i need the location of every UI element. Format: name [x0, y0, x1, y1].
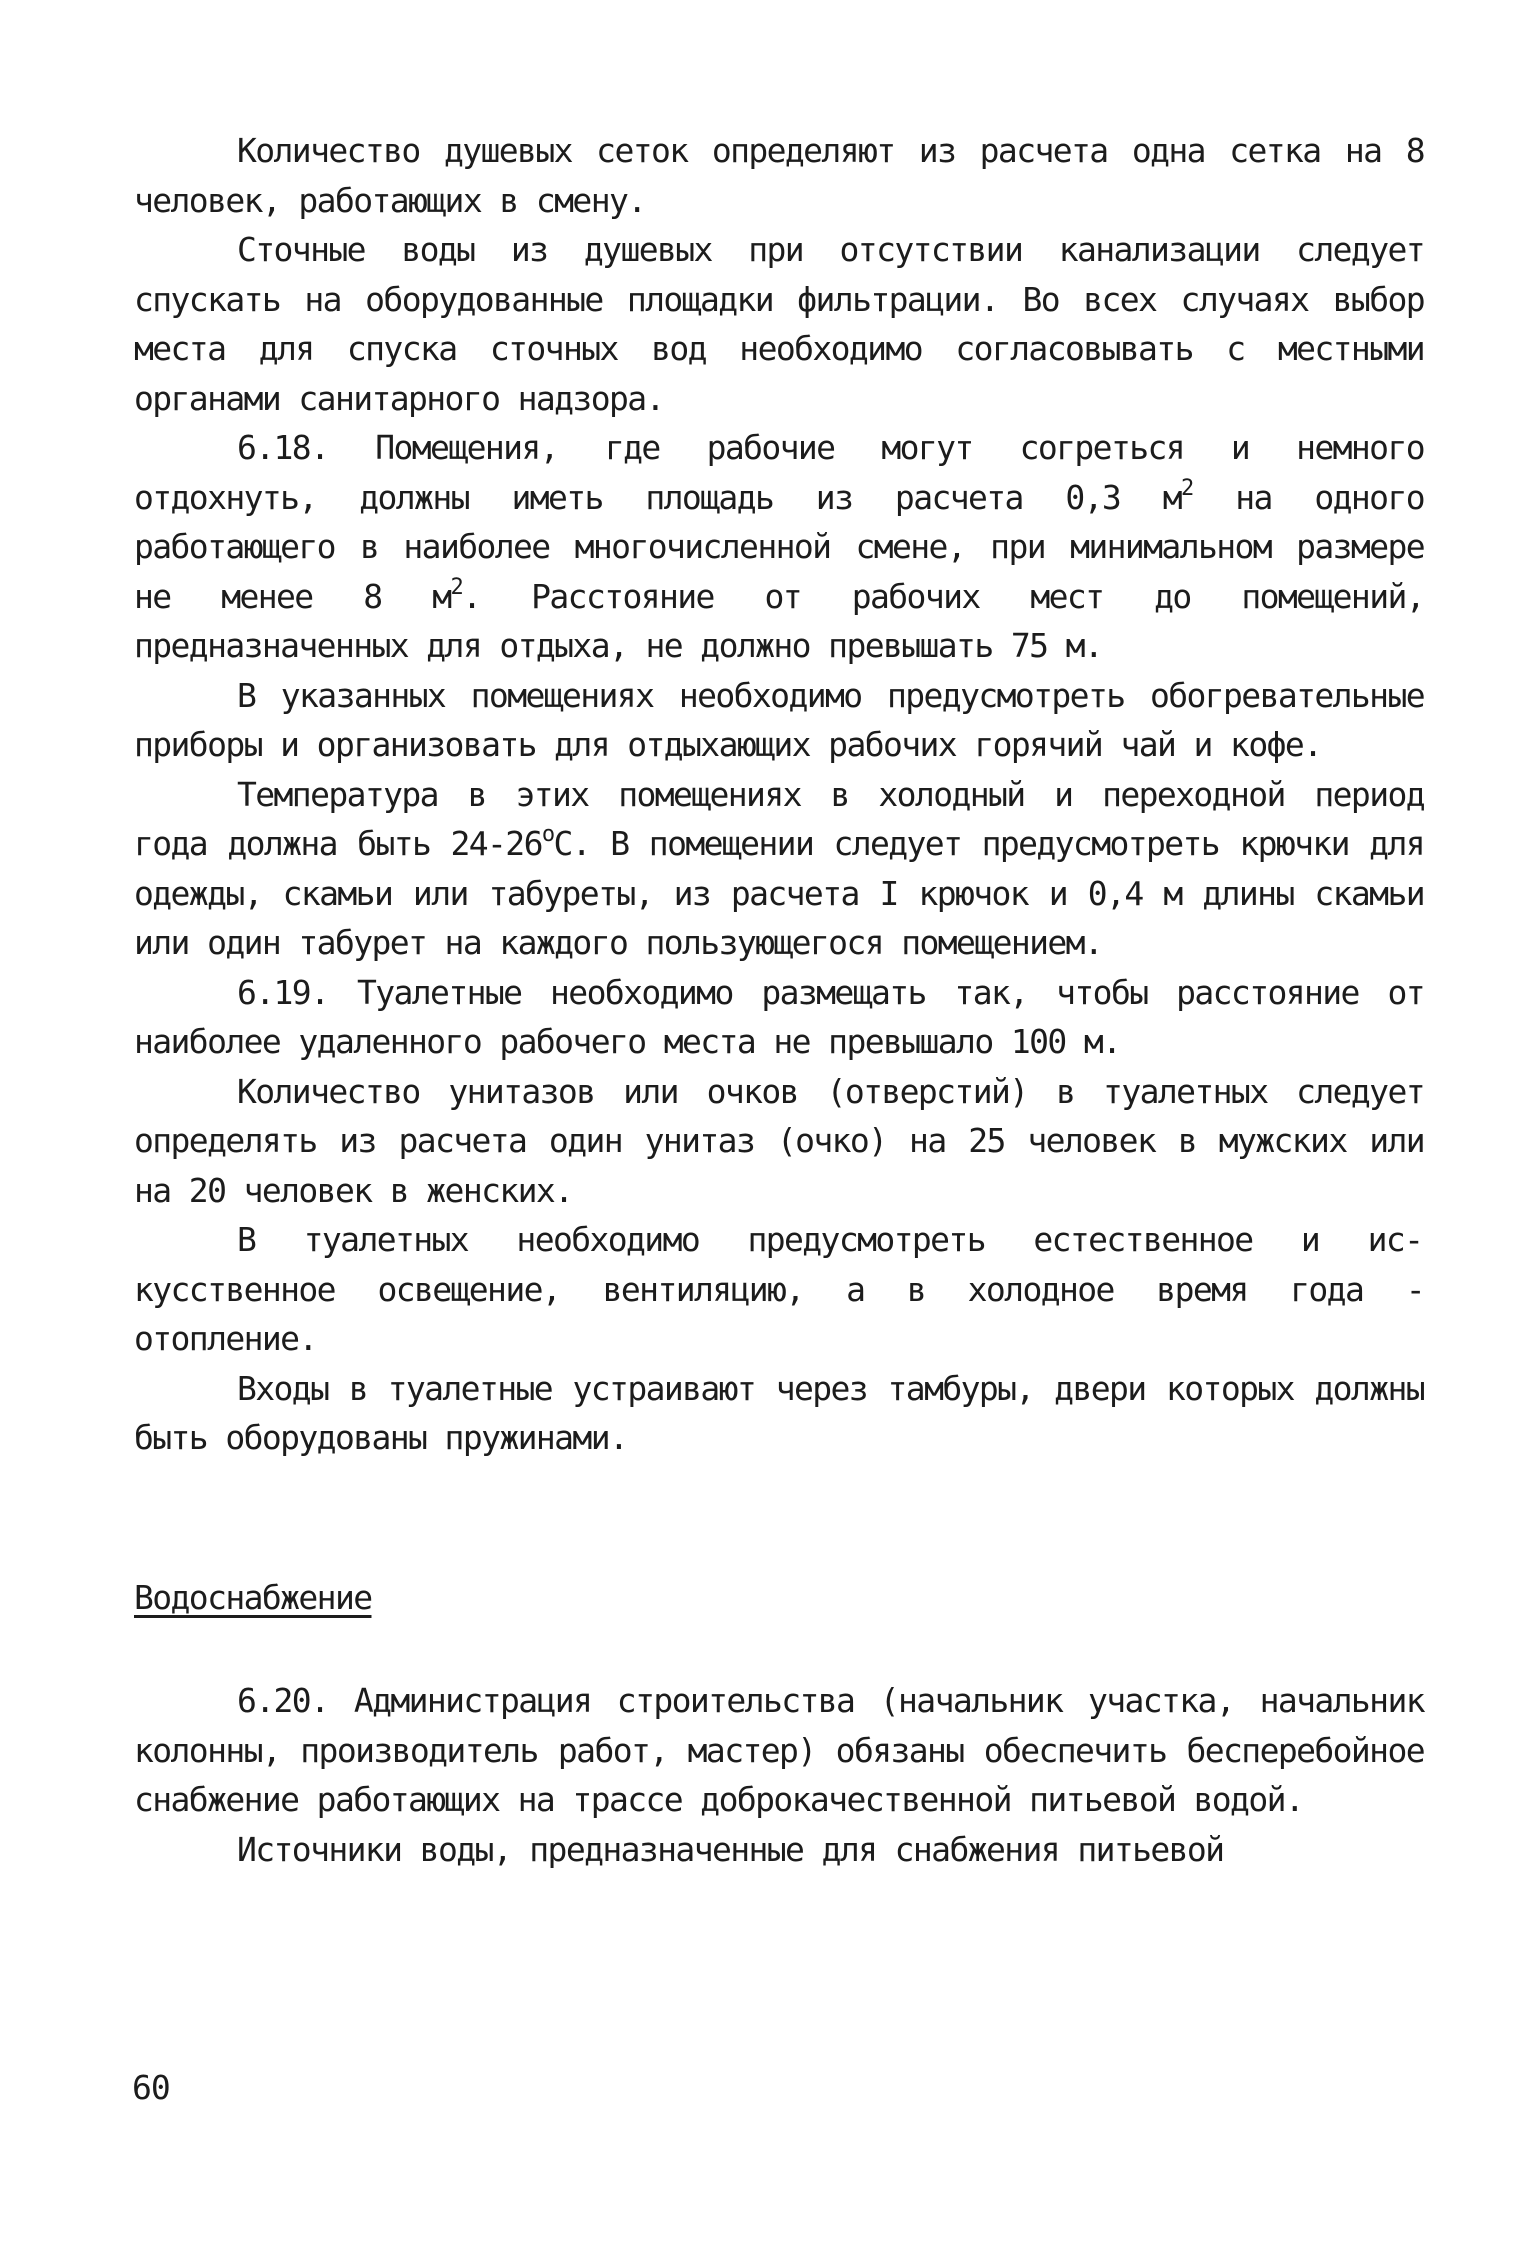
superscript-square-2: 2 [450, 574, 463, 600]
paragraph-toilet-lighting: В туалетных необходимо предусмотреть естественное и искусственное освещение, вентиляцию, а в холодное время года - отопление. [134, 1220, 1424, 1358]
paragraph-6-18-part-c: . Расстояние от рабочих мест до помещений, предназначенных для отдыха, не должно превышать 75 м. [134, 576, 1424, 665]
paragraph-temperature-part-b: С. В помещении следует предусмотреть крючки для одежды, скамьи или табуреты, из расчета I крючок и 0,4 м длины скамьи или один табурет на каждого пользующегося помещением. [134, 824, 1424, 962]
paragraph-heating: В указанных помещениях необходимо предусмотреть обогревательные приборы и организовать для отдыхающих рабочих горячий чай и кофе. [134, 675, 1424, 764]
page-number: 60 [132, 2068, 170, 2107]
paragraph-6-20: 6.20. Администрация строительства (начальник участка, начальник колонны, производитель работ, мастер) обязаны обеспечить бесперебойное снабжение работающих на трассе доброкачественной питьевой водой. [134, 1681, 1424, 1819]
paragraph-6-19: 6.19. Туалетные необходимо размещать так, чтобы расстояние от наиболее удаленного рабочего места не превышало 100 м. [134, 972, 1424, 1061]
superscript-degree: о [541, 822, 554, 847]
paragraph-6-18-part-b: на одного работающего в наиболее многочисленной смене, при минимальном размере не менее 8 м [134, 477, 1424, 616]
paragraph-temperature-part-a: Температура в этих помещениях в холодный и переходной период года должна быть 24-26 [134, 774, 1424, 863]
superscript-square-1: 2 [1181, 475, 1193, 501]
paragraph-6-18-part-a: 6.18. Помещения, где рабочие могут согреться и немного отдохнуть, должны иметь площадь из расчета 0,3 м [134, 428, 1424, 517]
paragraph-toilet-entrances: Входы в туалетные устраивают через тамбуры, двери которых должны быть оборудованы пружинами. [134, 1368, 1424, 1457]
paragraph-6-18 [134, 423, 1424, 671]
paragraph-shower-nets: Количество душевых сеток определяют из расчета одна сетка на 8 человек, работающих в смену. [134, 131, 1424, 220]
section-heading-water-supply: Водоснабжение [134, 1577, 372, 1617]
paragraph-temperature [134, 770, 1424, 968]
page-body [134, 126, 1424, 1874]
paragraph-water-sources: Источники воды, предназначенные для снабжения питьевой [237, 1829, 1224, 1869]
paragraph-waste-water: Сточные воды из душевых при отсутствии канализации следует спускать на оборудованные площадки фильтрации. Во всех случаях выбор места для спуска сточных вод необходимо согласовывать с местными органами санитарного надзора. [134, 230, 1424, 418]
paragraph-toilet-count: Количество унитазов или очков (отверстий) в туалетных следует определять из расчета один унитаз (очко) на 25 человек в мужских или на 20 человек в женских. [134, 1071, 1424, 1210]
